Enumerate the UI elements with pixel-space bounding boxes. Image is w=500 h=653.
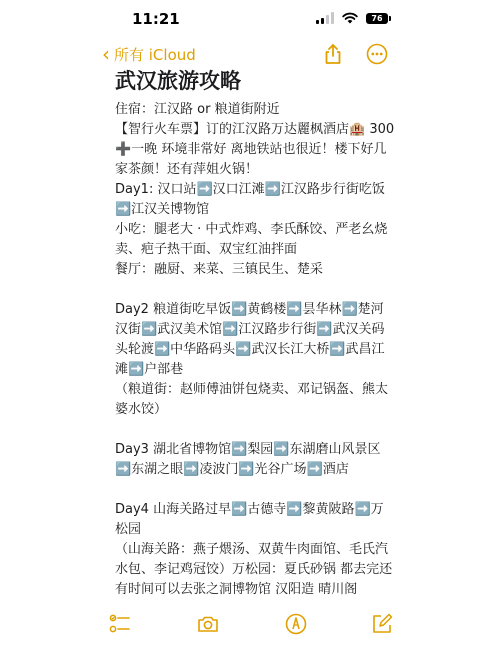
note-line: 住宿：江汉路 or 粮道街附近	[115, 102, 280, 117]
markup-pen-icon[interactable]	[284, 612, 308, 636]
note-title: 武汉旅游攻略	[115, 69, 241, 93]
status-bar	[0, 0, 500, 40]
note-line: Day4 山海关路过早➡️古德寺➡️黎黄陂路➡️万松园	[115, 502, 384, 537]
bottom-toolbar	[0, 608, 500, 640]
note-line: Day3 湖北省博物馆➡️梨园➡️东湖磨山风景区➡️东湖之眼➡️凌波门➡️光谷广场➡️酒店	[115, 442, 381, 477]
note-line: （山海关路：燕子煨汤、双黄牛肉面馆、毛氏汽水包、李记鸡冠饺）万松园：夏氏砂锅 都去完还有时间可以去张之洞博物馆 汉阳造 晴川阁	[115, 542, 393, 597]
chevron-left-icon: ‹	[102, 41, 110, 66]
battery-icon: 76	[366, 13, 388, 24]
note-line	[115, 420, 395, 440]
note-line	[115, 280, 395, 300]
back-label: 所有 iCloud	[114, 46, 196, 64]
note-line	[115, 480, 395, 500]
note-line: Day1: 汉口站➡️汉口江滩➡️江汉路步行街吃饭➡️江汉关博物馆	[115, 182, 385, 217]
wifi-icon	[342, 12, 358, 24]
status-time: 11:21	[132, 10, 180, 28]
nav-actions	[322, 43, 388, 65]
note-line: Day2 粮道街吃早饭➡️黄鹤楼➡️昙华林➡️楚河汉街➡️武汉美术馆➡️江汉路步行街➡️武汉关码头轮渡➡️中华路码头➡️武汉长江大桥➡️武昌江滩➡️户部巷	[115, 302, 385, 377]
note-line: 小吃：腿老大 · 中式炸鸡、李氏酥饺、严老幺烧卖、疤子热干面、双宝红油拌面	[115, 222, 388, 257]
compose-icon[interactable]	[370, 612, 394, 636]
note-content[interactable]	[115, 66, 395, 600]
cellular-signal-icon	[316, 12, 334, 24]
note-line: 【智行火车票】订的江汉路万达麗枫酒店🏨 300➕一晚 环境非常好 离地铁站也很近！楼下好几家茶颜！还有萍姐火锅！	[115, 122, 395, 177]
note-line: 餐厅：融厨、来菜、三镇民生、楚采	[115, 262, 324, 277]
note-line: （粮道街：赵师傅油饼包烧卖、邓记锅盔、熊太婆水饺）	[115, 382, 389, 417]
back-button[interactable]	[102, 41, 196, 66]
status-icons	[316, 12, 388, 24]
more-options-icon[interactable]	[366, 43, 388, 65]
share-icon[interactable]	[322, 43, 344, 65]
camera-icon[interactable]	[196, 612, 220, 636]
checklist-icon[interactable]	[108, 612, 132, 636]
